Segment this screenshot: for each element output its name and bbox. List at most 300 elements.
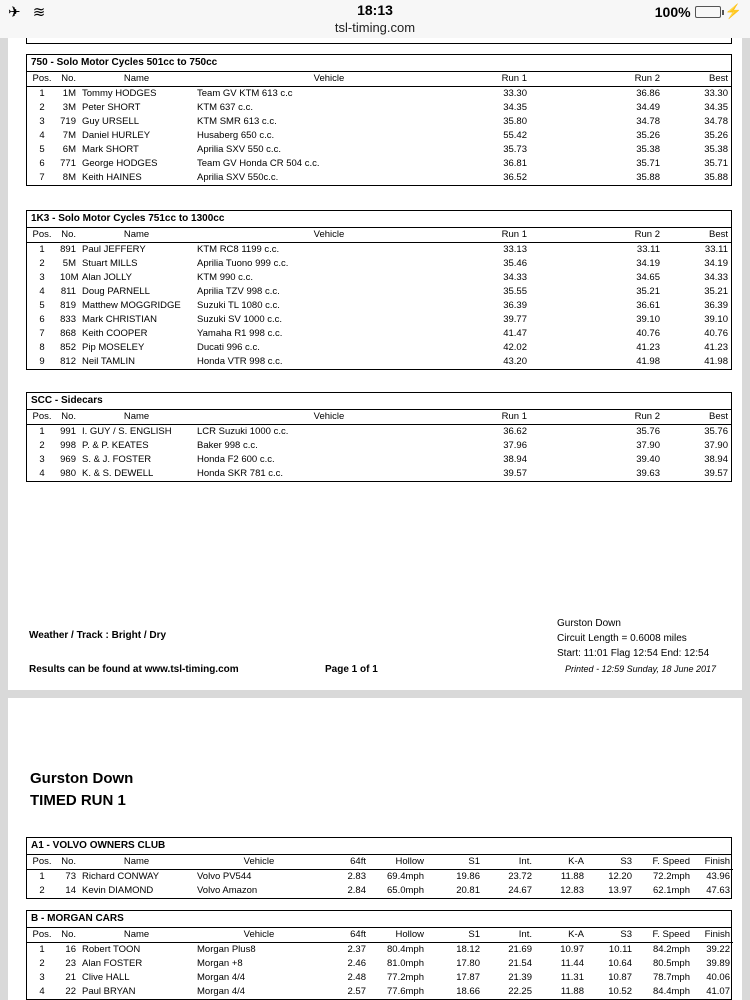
table-cell: 6 bbox=[39, 158, 45, 169]
table-cell: 39.63 bbox=[636, 468, 660, 479]
table-cell: Aprilia Tuono 999 c.c. bbox=[197, 258, 289, 269]
column-header: No. bbox=[57, 855, 79, 870]
table-cell: 40.76 bbox=[636, 328, 660, 339]
table-cell: 37.90 bbox=[704, 440, 728, 451]
table-cell: Mark CHRISTIAN bbox=[82, 314, 157, 325]
table-header-row bbox=[27, 855, 733, 870]
column-header: Hollow bbox=[369, 855, 427, 870]
table-cell: I. GUY / S. ENGLISH bbox=[82, 426, 172, 437]
table-cell: 69.4mph bbox=[387, 871, 424, 882]
table-cell: 33.11 bbox=[704, 244, 728, 255]
column-header: Vehicle bbox=[194, 855, 324, 870]
table-cell: Peter SHORT bbox=[82, 102, 141, 113]
table-cell: 35.76 bbox=[636, 426, 660, 437]
previous-section-border bbox=[26, 38, 732, 44]
table-cell: Baker 998 c.c. bbox=[197, 440, 258, 451]
table-cell: 1 bbox=[39, 88, 45, 99]
table-cell: 5M bbox=[62, 258, 76, 269]
table-cell: 21.39 bbox=[508, 972, 532, 983]
table-cell: 33.13 bbox=[503, 244, 527, 255]
column-header: No. bbox=[57, 410, 79, 425]
status-bar bbox=[0, 0, 750, 38]
table-cell: 35.71 bbox=[704, 158, 728, 169]
table-cell: 34.19 bbox=[636, 258, 660, 269]
column-header: Vehicle bbox=[194, 72, 464, 87]
table-cell: 34.35 bbox=[704, 102, 728, 113]
table-cell: 35.80 bbox=[503, 116, 527, 127]
table-row bbox=[27, 285, 731, 299]
column-header: F. Speed bbox=[635, 855, 693, 870]
table-cell: 10.64 bbox=[608, 958, 632, 969]
table-cell: KTM RC8 1199 c.c. bbox=[197, 244, 280, 255]
column-header: Name bbox=[79, 855, 194, 870]
table-cell: 36.52 bbox=[503, 172, 527, 183]
table-cell: 62.1mph bbox=[653, 885, 690, 896]
table-cell: 77.6mph bbox=[387, 986, 424, 997]
table-cell: Alan FOSTER bbox=[82, 958, 143, 969]
battery-status bbox=[655, 3, 742, 20]
table-cell: Volvo PV544 bbox=[197, 871, 252, 882]
table-cell: 13.97 bbox=[608, 885, 632, 896]
session-title: TIMED RUN 1 bbox=[30, 792, 126, 809]
results-link[interactable]: Results can be found at www.tsl-timing.com bbox=[29, 664, 239, 675]
column-header: Best bbox=[663, 228, 731, 243]
table-cell: 22 bbox=[65, 986, 76, 997]
table-cell: Guy URSELL bbox=[82, 116, 140, 127]
table-cell: 10M bbox=[60, 272, 79, 283]
table-cell: 5 bbox=[39, 300, 45, 311]
table-cell: 980 bbox=[60, 468, 76, 479]
table-cell: Volvo Amazon bbox=[197, 885, 258, 896]
table-cell: 33.30 bbox=[704, 88, 728, 99]
table-row bbox=[27, 327, 731, 341]
table-cell: 36.39 bbox=[704, 300, 728, 311]
table-cell: 811 bbox=[60, 286, 76, 297]
table-row bbox=[27, 101, 731, 115]
table-cell: KTM SMR 613 c.c. bbox=[197, 116, 277, 127]
table-cell: 65.0mph bbox=[387, 885, 424, 896]
table-row bbox=[27, 243, 731, 258]
table-cell: 43.20 bbox=[503, 356, 527, 367]
table-cell: 72.2mph bbox=[653, 871, 690, 882]
table-cell: 2.48 bbox=[347, 972, 366, 983]
column-header: Pos. bbox=[27, 228, 57, 243]
class-table-b bbox=[26, 910, 732, 1000]
table-cell: 2.46 bbox=[347, 958, 366, 969]
circuit-length: Circuit Length = 0.6008 miles bbox=[557, 633, 687, 644]
table-cell: 2.57 bbox=[347, 986, 366, 997]
table-cell: 18.12 bbox=[456, 944, 480, 955]
table-cell: 38.94 bbox=[704, 454, 728, 465]
table-cell: 12.83 bbox=[560, 885, 584, 896]
table-cell: 38.94 bbox=[503, 454, 527, 465]
table-cell: 719 bbox=[60, 116, 76, 127]
table-cell: 2.37 bbox=[347, 944, 366, 955]
table-row bbox=[27, 971, 733, 985]
table-cell: 78.7mph bbox=[653, 972, 690, 983]
table-cell: 11.88 bbox=[560, 871, 584, 882]
table-cell: 39.10 bbox=[636, 314, 660, 325]
table-cell: 34.35 bbox=[503, 102, 527, 113]
table-cell: 36.62 bbox=[503, 426, 527, 437]
table-cell: 39.57 bbox=[503, 468, 527, 479]
table-cell: 3 bbox=[39, 972, 45, 983]
table-row bbox=[27, 299, 731, 313]
table-cell: 41.23 bbox=[636, 342, 660, 353]
table-cell: 39.89 bbox=[706, 958, 730, 969]
table-cell: 1 bbox=[39, 244, 45, 255]
table-cell: Paul BRYAN bbox=[82, 986, 136, 997]
column-header: No. bbox=[57, 928, 79, 943]
table-row bbox=[27, 884, 733, 898]
column-header: Best bbox=[663, 72, 731, 87]
table-cell: Honda VTR 998 c.c. bbox=[197, 356, 283, 367]
table-cell: 10.11 bbox=[608, 944, 632, 955]
column-header: Finish bbox=[693, 855, 733, 870]
table-cell: 771 bbox=[60, 158, 76, 169]
table-cell: 4 bbox=[39, 286, 45, 297]
address-bar[interactable]: tsl-timing.com bbox=[334, 20, 416, 35]
table-cell: Ducati 996 c.c. bbox=[197, 342, 260, 353]
table-cell: Keith HAINES bbox=[82, 172, 142, 183]
table-cell: 11.88 bbox=[560, 986, 584, 997]
table-row bbox=[27, 870, 733, 885]
column-header: Pos. bbox=[27, 410, 57, 425]
results-page-2 bbox=[8, 698, 742, 1000]
table-cell: 35.46 bbox=[503, 258, 527, 269]
table-cell: 36.39 bbox=[503, 300, 527, 311]
table-cell: 991 bbox=[60, 426, 76, 437]
table-cell: 16 bbox=[65, 944, 76, 955]
results-table bbox=[27, 928, 733, 999]
table-row bbox=[27, 341, 731, 355]
table-cell: 36.86 bbox=[636, 88, 660, 99]
table-cell: 17.87 bbox=[456, 972, 480, 983]
table-cell: S. & J. FOSTER bbox=[82, 454, 152, 465]
table-cell: George HODGES bbox=[82, 158, 158, 169]
column-header: Run 1 bbox=[464, 228, 530, 243]
table-cell: 42.02 bbox=[503, 342, 527, 353]
class-title: 750 - Solo Motor Cycles 501cc to 750cc bbox=[27, 55, 731, 72]
table-cell: 35.21 bbox=[636, 286, 660, 297]
table-cell: 5 bbox=[39, 144, 45, 155]
table-cell: 7 bbox=[39, 328, 45, 339]
table-cell: 34.33 bbox=[503, 272, 527, 283]
table-cell: K. & S. DEWELL bbox=[82, 468, 154, 479]
table-cell: 80.5mph bbox=[653, 958, 690, 969]
table-cell: KTM 637 c.c. bbox=[197, 102, 253, 113]
table-cell: Morgan 4/4 bbox=[197, 986, 246, 997]
table-cell: 1 bbox=[39, 871, 45, 882]
table-cell: 39.77 bbox=[503, 314, 527, 325]
table-cell: 35.76 bbox=[704, 426, 728, 437]
table-row bbox=[27, 355, 731, 369]
column-header: Best bbox=[663, 410, 731, 425]
table-cell: Doug PARNELL bbox=[82, 286, 150, 297]
class-title: SCC - Sidecars bbox=[27, 393, 731, 410]
table-cell: 2 bbox=[39, 440, 45, 451]
column-header: K-A bbox=[535, 928, 587, 943]
table-cell: 4 bbox=[39, 468, 45, 479]
table-cell: 3M bbox=[62, 102, 76, 113]
table-cell: 8 bbox=[39, 342, 45, 353]
column-header: Vehicle bbox=[194, 228, 464, 243]
table-cell: Pip MOSELEY bbox=[82, 342, 145, 353]
table-cell: 39.40 bbox=[636, 454, 660, 465]
results-table bbox=[27, 72, 731, 185]
session-times: Start: 11:01 Flag 12:54 End: 12:54 bbox=[557, 648, 710, 659]
column-header: S3 bbox=[587, 928, 635, 943]
class-title: B - MORGAN CARS bbox=[27, 911, 731, 928]
table-cell: 41.47 bbox=[503, 328, 527, 339]
table-cell: 1M bbox=[62, 88, 76, 99]
table-cell: 10.87 bbox=[608, 972, 632, 983]
table-cell: 3 bbox=[39, 454, 45, 465]
class-title: 1K3 - Solo Motor Cycles 751cc to 1300cc bbox=[27, 211, 731, 228]
table-cell: 35.38 bbox=[704, 144, 728, 155]
class-table-scc bbox=[26, 392, 732, 482]
column-header: S3 bbox=[587, 855, 635, 870]
table-cell: Aprilia SXV 550 c.c. bbox=[197, 144, 281, 155]
table-cell: 891 bbox=[60, 244, 76, 255]
table-cell: 34.19 bbox=[704, 258, 728, 269]
column-header: 64ft bbox=[324, 855, 369, 870]
table-row bbox=[27, 439, 731, 453]
column-header: Name bbox=[79, 410, 194, 425]
table-cell: Yamaha R1 998 c.c. bbox=[197, 328, 283, 339]
table-cell: 39.57 bbox=[704, 468, 728, 479]
table-cell: 18.66 bbox=[456, 986, 480, 997]
table-cell: 20.81 bbox=[456, 885, 480, 896]
table-cell: Husaberg 650 c.c. bbox=[197, 130, 275, 141]
table-cell: 41.07 bbox=[706, 986, 730, 997]
airplane-wifi-icon: ✈ ≋ bbox=[8, 4, 50, 21]
table-cell: 852 bbox=[60, 342, 76, 353]
table-cell: 81.0mph bbox=[387, 958, 424, 969]
column-header: Pos. bbox=[27, 855, 57, 870]
column-header: Name bbox=[79, 928, 194, 943]
table-cell: Team GV Honda CR 504 c.c. bbox=[197, 158, 320, 169]
table-cell: 34.78 bbox=[704, 116, 728, 127]
table-cell: 39.10 bbox=[704, 314, 728, 325]
column-header: Run 2 bbox=[530, 410, 663, 425]
table-cell: 41.98 bbox=[636, 356, 660, 367]
table-cell: Robert TOON bbox=[82, 944, 141, 955]
table-cell: 2.83 bbox=[347, 871, 366, 882]
table-cell: 812 bbox=[60, 356, 76, 367]
table-cell: Mark SHORT bbox=[82, 144, 139, 155]
table-cell: 7 bbox=[39, 172, 45, 183]
table-cell: 4 bbox=[39, 130, 45, 141]
table-cell: Aprilia SXV 550c.c. bbox=[197, 172, 279, 183]
table-cell: Daniel HURLEY bbox=[82, 130, 151, 141]
weather-track: Weather / Track : Bright / Dry bbox=[29, 630, 167, 641]
table-cell: 36.61 bbox=[636, 300, 660, 311]
table-row bbox=[27, 425, 731, 440]
table-cell: 35.88 bbox=[704, 172, 728, 183]
table-cell: 2.84 bbox=[347, 885, 366, 896]
table-cell: 4 bbox=[39, 986, 45, 997]
class-table-a1 bbox=[26, 837, 732, 899]
table-cell: Suzuki TL 1080 c.c. bbox=[197, 300, 280, 311]
table-header-row bbox=[27, 228, 731, 243]
column-header: K-A bbox=[535, 855, 587, 870]
venue-name: Gurston Down bbox=[557, 618, 621, 629]
table-cell: Keith COOPER bbox=[82, 328, 148, 339]
table-cell: 10.97 bbox=[560, 944, 584, 955]
table-cell: 35.21 bbox=[704, 286, 728, 297]
table-cell: 77.2mph bbox=[387, 972, 424, 983]
table-cell: 1 bbox=[39, 426, 45, 437]
table-cell: Neil TAMLIN bbox=[82, 356, 135, 367]
column-header: Vehicle bbox=[194, 410, 464, 425]
table-cell: 868 bbox=[60, 328, 76, 339]
table-cell: 3 bbox=[39, 272, 45, 283]
table-cell: 34.78 bbox=[636, 116, 660, 127]
table-cell: 7M bbox=[62, 130, 76, 141]
table-cell: Richard CONWAY bbox=[82, 871, 160, 882]
printed-timestamp: Printed - 12:59 Sunday, 18 June 2017 bbox=[565, 664, 716, 674]
table-cell: 23.72 bbox=[508, 871, 532, 882]
table-cell: 37.96 bbox=[503, 440, 527, 451]
column-header: Finish bbox=[693, 928, 733, 943]
table-header-row bbox=[27, 410, 731, 425]
battery-percent: 100% bbox=[654, 3, 691, 20]
table-cell: 21.54 bbox=[508, 958, 532, 969]
table-cell: Morgan +8 bbox=[197, 958, 243, 969]
table-cell: 14 bbox=[65, 885, 76, 896]
table-cell: Paul JEFFERY bbox=[82, 244, 146, 255]
column-header: 64ft bbox=[324, 928, 369, 943]
table-cell: P. & P. KEATES bbox=[82, 440, 149, 451]
clock: 18:13 bbox=[357, 2, 393, 18]
column-header: S1 bbox=[427, 928, 483, 943]
results-page-1 bbox=[8, 38, 742, 690]
table-cell: Suzuki SV 1000 c.c. bbox=[197, 314, 283, 325]
column-header: F. Speed bbox=[635, 928, 693, 943]
table-row bbox=[27, 985, 733, 999]
column-header: Run 1 bbox=[464, 410, 530, 425]
table-cell: Aprilia TZV 998 c.c. bbox=[197, 286, 280, 297]
table-cell: 1 bbox=[39, 944, 45, 955]
table-row bbox=[27, 313, 731, 327]
table-cell: KTM 990 c.c. bbox=[197, 272, 253, 283]
column-header: No. bbox=[57, 228, 79, 243]
table-cell: Honda SKR 781 c.c. bbox=[197, 468, 284, 479]
table-row bbox=[27, 143, 731, 157]
table-cell: 33.11 bbox=[636, 244, 660, 255]
venue-info bbox=[557, 616, 709, 661]
table-row bbox=[27, 271, 731, 285]
table-cell: 23 bbox=[65, 958, 76, 969]
table-cell: 34.33 bbox=[704, 272, 728, 283]
column-header: Name bbox=[79, 72, 194, 87]
column-header: Hollow bbox=[369, 928, 427, 943]
table-cell: Stuart MILLS bbox=[82, 258, 138, 269]
column-header: Int. bbox=[483, 855, 535, 870]
table-cell: 84.4mph bbox=[653, 986, 690, 997]
table-cell: 35.88 bbox=[636, 172, 660, 183]
table-cell: 833 bbox=[60, 314, 76, 325]
table-cell: 11.44 bbox=[560, 958, 584, 969]
table-cell: Honda F2 600 c.c. bbox=[197, 454, 275, 465]
table-row bbox=[27, 467, 731, 481]
table-cell: 969 bbox=[60, 454, 76, 465]
table-cell: 33.30 bbox=[503, 88, 527, 99]
column-header: Run 2 bbox=[530, 72, 663, 87]
table-cell: 17.80 bbox=[456, 958, 480, 969]
table-row bbox=[27, 87, 731, 102]
table-row bbox=[27, 453, 731, 467]
column-header: No. bbox=[57, 72, 79, 87]
battery-icon bbox=[695, 6, 721, 18]
results-table bbox=[27, 228, 731, 369]
table-cell: 40.06 bbox=[706, 972, 730, 983]
table-row bbox=[27, 157, 731, 171]
column-header: Pos. bbox=[27, 928, 57, 943]
table-cell: 19.86 bbox=[456, 871, 480, 882]
table-row bbox=[27, 257, 731, 271]
table-row bbox=[27, 171, 731, 185]
table-cell: 55.42 bbox=[503, 130, 527, 141]
table-cell: 37.90 bbox=[636, 440, 660, 451]
table-cell: 35.55 bbox=[503, 286, 527, 297]
table-cell: 41.98 bbox=[704, 356, 728, 367]
results-table bbox=[27, 855, 733, 898]
table-cell: 21 bbox=[65, 972, 76, 983]
class-table-1k3 bbox=[26, 210, 732, 370]
class-table-750 bbox=[26, 54, 732, 186]
column-header: Run 2 bbox=[530, 228, 663, 243]
table-cell: 8M bbox=[62, 172, 76, 183]
table-cell: 2 bbox=[39, 958, 45, 969]
column-header: Vehicle bbox=[194, 928, 324, 943]
column-header: Pos. bbox=[27, 72, 57, 87]
table-cell: 6 bbox=[39, 314, 45, 325]
table-row bbox=[27, 957, 733, 971]
table-cell: 34.49 bbox=[636, 102, 660, 113]
table-cell: 43.96 bbox=[706, 871, 730, 882]
class-title: A1 - VOLVO OWNERS CLUB bbox=[27, 838, 731, 855]
table-cell: LCR Suzuki 1000 c.c. bbox=[197, 426, 289, 437]
table-cell: 10.52 bbox=[608, 986, 632, 997]
table-cell: 35.73 bbox=[503, 144, 527, 155]
results-table bbox=[27, 410, 731, 481]
table-cell: Tommy HODGES bbox=[82, 88, 157, 99]
page-number: Page 1 of 1 bbox=[325, 664, 378, 675]
table-cell: Alan JOLLY bbox=[82, 272, 132, 283]
column-header: Run 1 bbox=[464, 72, 530, 87]
charging-icon: ⚡ bbox=[724, 3, 742, 19]
column-header: S1 bbox=[427, 855, 483, 870]
table-row bbox=[27, 129, 731, 143]
table-cell: 998 bbox=[60, 440, 76, 451]
table-header-row bbox=[27, 928, 733, 943]
table-cell: 819 bbox=[60, 300, 76, 311]
column-header: Name bbox=[79, 228, 194, 243]
table-cell: 2 bbox=[39, 885, 45, 896]
table-cell: 84.2mph bbox=[653, 944, 690, 955]
table-cell: 47.63 bbox=[706, 885, 730, 896]
table-row bbox=[27, 115, 731, 129]
table-header-row bbox=[27, 72, 731, 87]
table-cell: 22.25 bbox=[508, 986, 532, 997]
table-cell: 12.20 bbox=[608, 871, 632, 882]
table-cell: 9 bbox=[39, 356, 45, 367]
table-cell: Clive HALL bbox=[82, 972, 130, 983]
table-cell: Matthew MOGGRIDGE bbox=[82, 300, 181, 311]
table-row bbox=[27, 943, 733, 958]
